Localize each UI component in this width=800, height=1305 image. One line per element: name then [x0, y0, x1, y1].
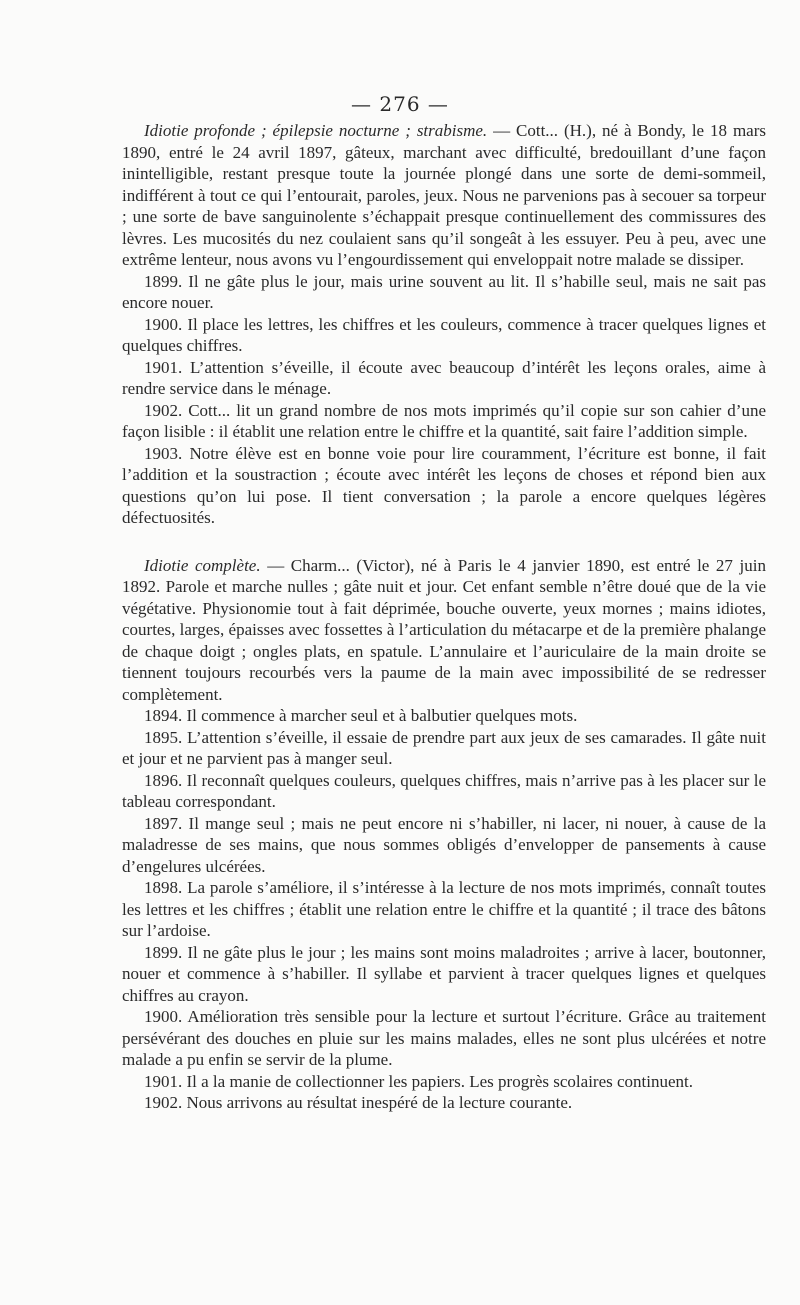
case-intro-text: — Cott... (H.), né à Bondy, le 18 mars 1890, entré le 24 avril 1897, gâteux, marchant avec difficulté, bredouillant d’une façon inintelligible, restant presque toute la journée plongé dans une sorte de demi-sommeil, indifférent à tout ce qui l’entourait, paroles, jeux. Nous ne parvenions pas à secouer sa torpeur ; une sorte de bave sanguinolente s’échappait presque continuellement des commissures des lèvres. Les mucosités du nez coulaient sans qu’il songeât à les essuyer. Peu à peu, avec une extrême lenteur, nous avons vu l’engourdissement qui enveloppait notre malade se dissiper. — [122, 121, 766, 269]
year-entry: 1899. Il ne gâte plus le jour, mais urine souvent au lit. Il s’habille seul, mais ne sait pas encore nouer. — [122, 271, 766, 312]
year-entry: 1898. La parole s’améliore, il s’intéresse à la lecture de nos mots imprimés, connaît toutes les lettres et les chiffres ; établit une relation entre le chiffre et la quantité ; il trace des bâtons sur l’ardoise. — [122, 878, 766, 940]
case-heading: Idiotie profonde ; épilepsie nocturne ; strabisme. — [144, 121, 488, 140]
year-entry: 1900. Amélioration très sensible pour la lecture et surtout l’écriture. Grâce au traitement persévérant des douches en pluie sur les mains malades, elles ne sont plus ulcérées et notre malade a pu enfin se servir de la plume. — [122, 1007, 766, 1069]
case-cott — [122, 120, 766, 529]
page-body — [122, 120, 766, 1114]
case-charm — [122, 555, 766, 1114]
year-entry: 1899. Il ne gâte plus le jour ; les mains sont moins maladroites ; arrive à lacer, boutonner, nouer et commence à s’habiller. Il syllabe et parvient à tracer quelques lignes et quelques chiffres au crayon. — [122, 942, 766, 1005]
year-entry: 1902. Cott... lit un grand nombre de nos mots imprimés qu’il copie sur son cahier d’une façon lisible : il établit une relation entre le chiffre et la quantité, sait faire l’addition simple. — [122, 400, 766, 441]
year-entry: 1894. Il commence à marcher seul et à balbutier quelques mots. — [144, 706, 578, 725]
case-intro-text: — Charm... (Victor), né à Paris le 4 janvier 1890, est entré le 27 juin 1892. Parole et marche nulles ; gâte nuit et jour. Cet enfant semble n’être doué que de la vie végétative. Physionomie tout à fait déprimée, bouche ouverte, yeux mornes ; mains idiotes, courtes, larges, épaisses avec fossettes à l’articulation du métacarpe et de la première phalange de chaque doigt ; ongles plats, en spatule. L’annulaire et l’auriculaire de la main droite se tiennent toujours recourbés vers la paume de la main avec impossibilité de se redresser complètement. — [122, 555, 766, 704]
page-number: — 276 — — [351, 92, 449, 116]
year-entry: 1902. Nous arrivons au résultat inespéré de la lecture courante. — [144, 1093, 573, 1112]
year-entry: 1895. L’attention s’éveille, il essaie de prendre part aux jeux de ses camarades. Il gâte nuit et jour et ne parvient pas à manger seul. — [122, 727, 766, 768]
case-intro-paragraph — [122, 555, 766, 706]
year-entry: 1901. Il a la manie de collectionner les papiers. Les progrès scolaires continuent. — [144, 1071, 694, 1091]
year-entry: 1901. L’attention s’éveille, il écoute avec beaucoup d’intérêt les leçons orales, aime à rendre service dans le ménage. — [122, 357, 766, 398]
year-entry: 1897. Il mange seul ; mais ne peut encore ni s’habiller, ni lacer, ni nouer, à cause de la maladresse de ses mains, que nous sommes obligés d’envelopper de pansements à cause d’engelures ulcérées. — [122, 813, 766, 876]
case-intro-paragraph — [122, 120, 766, 271]
year-entry: 1900. Il place les lettres, les chiffres et les couleurs, commence à tracer quelques lignes et quelques chiffres. — [122, 314, 766, 355]
year-entry: 1896. Il reconnaît quelques couleurs, quelques chiffres, mais n’arrive pas à les placer sur le tableau correspondant. — [122, 770, 766, 811]
case-heading: Idiotie complète. — [144, 555, 261, 575]
year-entry: 1903. Notre élève est en bonne voie pour lire couramment, l’écriture est bonne, il fait l’addition et la soustraction ; écoute avec intérêt les leçons de choses et répond bien aux questions qu’on lui pose. Il tient conversation ; la parole a encore quelques légères défectuosités. — [122, 443, 766, 527]
